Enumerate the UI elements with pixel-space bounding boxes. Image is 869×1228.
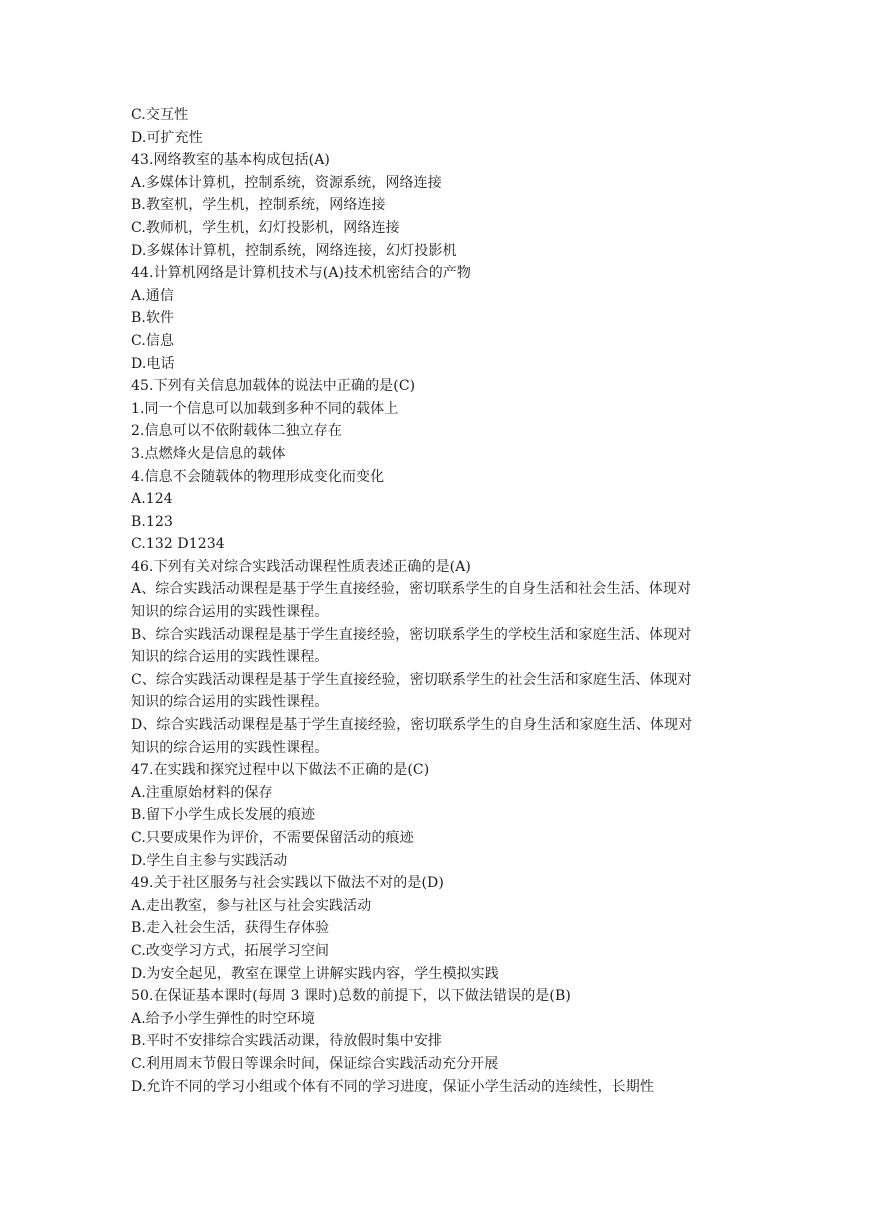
option-text: B.软件 xyxy=(131,310,175,327)
option-text-continued: 知识的综合运用的实践性课程。 xyxy=(131,604,329,621)
option-text: D.允许不同的学习小组或个体有不同的学习进度，保证小学生活动的连续性，长期性 xyxy=(131,1078,654,1095)
option-text: D.多媒体计算机，控制系统，网络连接，幻灯投影机 xyxy=(131,242,457,259)
document-page xyxy=(131,104,751,1098)
option-text-continued: 知识的综合运用的实践性课程。 xyxy=(131,694,329,711)
option-text: C.教师机，学生机，幻灯投影机，网络连接 xyxy=(131,219,400,236)
option-text: C.信息 xyxy=(131,332,175,349)
option-text-continued: 知识的综合运用的实践性课程。 xyxy=(131,739,329,756)
option-text: C.改变学习方式，拓展学习空间 xyxy=(131,942,330,959)
statement-text: 3.点燃烽火是信息的载体 xyxy=(131,445,286,462)
option-text: D.电话 xyxy=(131,355,175,372)
option-text: D.学生自主参与实践活动 xyxy=(131,852,288,869)
question-44: 44.计算机网络是计算机技术与(A)技术机密结合的产物 xyxy=(131,265,471,282)
statement-text: 2.信息可以不依附载体二独立存在 xyxy=(131,423,342,440)
option-text: A.多媒体计算机，控制系统，资源系统，网络连接 xyxy=(131,174,442,191)
question-49: 49.关于社区服务与社会实践以下做法不对的是(D) xyxy=(131,875,444,892)
option-text: D.可扩充性 xyxy=(131,129,203,146)
option-text: B.走入社会生活，获得生存体验 xyxy=(131,920,330,937)
option-text: D.为安全起见，教室在课堂上讲解实践内容，学生模拟实践 xyxy=(131,965,499,982)
option-text: D、综合实践活动课程是基于学生直接经验，密切联系学生的自身生活和家庭生活、体现对 xyxy=(131,717,693,734)
option-text: C.利用周末节假日等课余时间，保证综合实践活动充分开展 xyxy=(131,1055,499,1072)
option-text: B.123 xyxy=(131,513,173,530)
option-text: B.留下小学生成长发展的痕迹 xyxy=(131,807,316,824)
option-text: B.教室机，学生机，控制系统，网络连接 xyxy=(131,197,386,214)
question-50: 50.在保证基本课时(每周 3 课时)总数的前提下，以下做法错误的是(B) xyxy=(131,988,571,1005)
option-text: A.124 xyxy=(131,491,173,508)
option-text: C.交互性 xyxy=(131,107,189,123)
question-43: 43.网络教室的基本构成包括(A) xyxy=(131,152,330,169)
option-text: A、综合实践活动课程是基于学生直接经验，密切联系学生的自身生活和社会生活、体现对 xyxy=(131,581,692,598)
option-text: A.给予小学生弹性的时空环境 xyxy=(131,1010,315,1027)
option-text: A.走出教室，参与社区与社会实践活动 xyxy=(131,897,372,914)
option-text: A.通信 xyxy=(131,287,174,304)
option-text: B.平时不安排综合实践活动课，待放假时集中安排 xyxy=(131,1033,443,1050)
question-45: 45.下列有关信息加载体的说法中正确的是(C) xyxy=(131,378,416,395)
option-text: C.132 D1234 xyxy=(131,536,225,553)
option-text-continued: 知识的综合运用的实践性课程。 xyxy=(131,649,329,666)
option-text: C.只要成果作为评价，不需要保留活动的痕迹 xyxy=(131,830,414,846)
option-text: B、综合实践活动课程是基于学生直接经验，密切联系学生的学校生活和家庭生活、体现对 xyxy=(131,626,692,643)
option-text: C、综合实践活动课程是基于学生直接经验，密切联系学生的社会生活和家庭生活、体现对 xyxy=(131,671,692,688)
question-46: 46.下列有关对综合实践活动课程性质表述正确的是(A) xyxy=(131,558,471,575)
statement-text: 1.同一个信息可以加载到多种不同的载体上 xyxy=(131,400,399,417)
option-text: A.注重原始材料的保存 xyxy=(131,784,273,801)
statement-text: 4.信息不会随载体的物理形成变化而变化 xyxy=(131,468,385,485)
question-47: 47.在实践和探究过程中以下做法不正确的是(C) xyxy=(131,762,430,779)
